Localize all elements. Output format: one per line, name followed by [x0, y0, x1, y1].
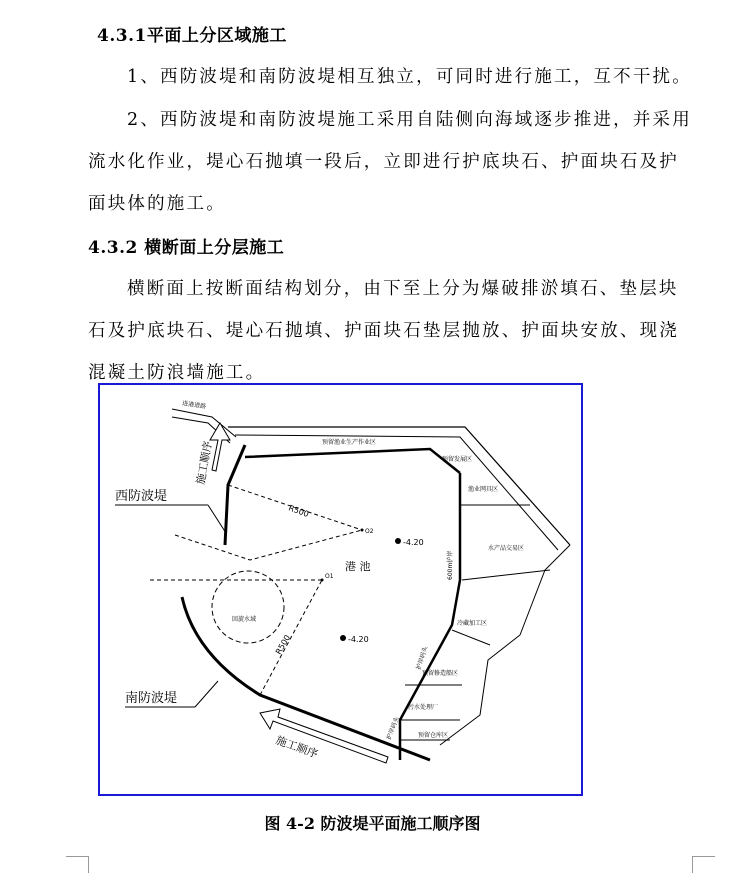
label-construction-order-south: 施工顺序 [273, 733, 320, 761]
zone-divider-2 [462, 570, 550, 580]
page-corner-mark-left [66, 856, 89, 873]
label-depth-2: -4.20 [348, 635, 369, 644]
label-west-breakwater: 西防波堤 [115, 489, 168, 504]
depth-marker-2 [340, 635, 346, 641]
label-construction-order-west: 施工顺序 [194, 439, 215, 486]
page-corner-mark-right [692, 856, 715, 873]
label-zone-net: 渔业网具区 [468, 486, 499, 493]
paragraph-3-line-3: 混凝土防浪墙施工。 [88, 363, 266, 383]
construction-arrows [210, 423, 388, 763]
label-harbor-basin: 港 池 [345, 560, 371, 573]
paragraph-2-line-3: 面块体的施工。 [88, 194, 226, 214]
figure-caption: 图 4-2 防波堤平面施工顺序图 [264, 814, 481, 833]
road-line-a [172, 409, 236, 437]
label-zone-processing: 冷藏加工区 [457, 620, 488, 627]
label-road: 进港道路 [181, 400, 207, 411]
center-point-2 [361, 529, 364, 532]
east-revetment [400, 473, 460, 760]
paragraph-2-line-1: 2、西防波堤和南防波堤施工采用自陆侧向海域逐步推进，并采用 [127, 110, 692, 130]
zone-divider-3 [452, 630, 490, 645]
label-revetment-3: 护岸码头 [385, 715, 401, 741]
breakwater-plan-figure [98, 383, 583, 796]
label-zone-storage: 预留仓库区 [418, 732, 449, 739]
label-turning-basin: 回旋水域 [232, 616, 257, 623]
label-south-breakwater: 南防波堤 [125, 691, 178, 706]
label-zone-trade: 水产品交易区 [488, 545, 525, 552]
label-center-2: O2 [365, 528, 374, 535]
west-arc-guide [175, 530, 362, 560]
harbor-outlines [150, 409, 570, 760]
turning-basin-circle [212, 571, 284, 643]
label-zone-top: 预留渔业生产作业区 [322, 439, 377, 446]
label-radius-2: R500 [273, 633, 293, 656]
top-revetment [245, 449, 460, 473]
breakwater-plan-drawing [100, 385, 580, 793]
paragraph-3-line-1: 横断面上按断面结构划分，由下至上分为爆破排淤填石、垫层块 [127, 279, 679, 299]
center-point-1 [321, 579, 324, 582]
label-zone-sewage: 污水处理厂 [408, 704, 439, 711]
label-center-1: O1 [325, 573, 334, 580]
section-heading-4-3-1: 4.3.1平面上分区域施工 [97, 26, 287, 46]
depth-marker-1 [395, 538, 401, 544]
label-radius-1: R500 [287, 503, 310, 520]
label-zone-repair: 预留修造船区 [422, 670, 459, 677]
label-revetment-2: 护岸码头 [415, 645, 430, 671]
label-depth-1: -4.20 [403, 538, 424, 547]
paragraph-1: 1、西防波堤和南防波堤相互独立，可同时进行施工，互不干扰。 [127, 67, 692, 87]
outer-boundary-inner [235, 435, 558, 550]
label-revetment-1: 600m护岸 [447, 550, 454, 580]
paragraph-3-line-2: 石及护底块石、堤心石抛填、护面块石垫层抛放、护面块安放、现浇 [88, 321, 679, 341]
label-zone-reserve: 预留发展区 [442, 456, 473, 463]
outer-boundary [228, 427, 570, 545]
paragraph-2-line-2: 流水化作业，堤心石抛填一段后，立即进行护底块石、护面块石及护 [88, 152, 679, 172]
section-heading-4-3-2: 4.3.2 横断面上分层施工 [88, 238, 285, 258]
west-breakwater-line [225, 445, 245, 545]
